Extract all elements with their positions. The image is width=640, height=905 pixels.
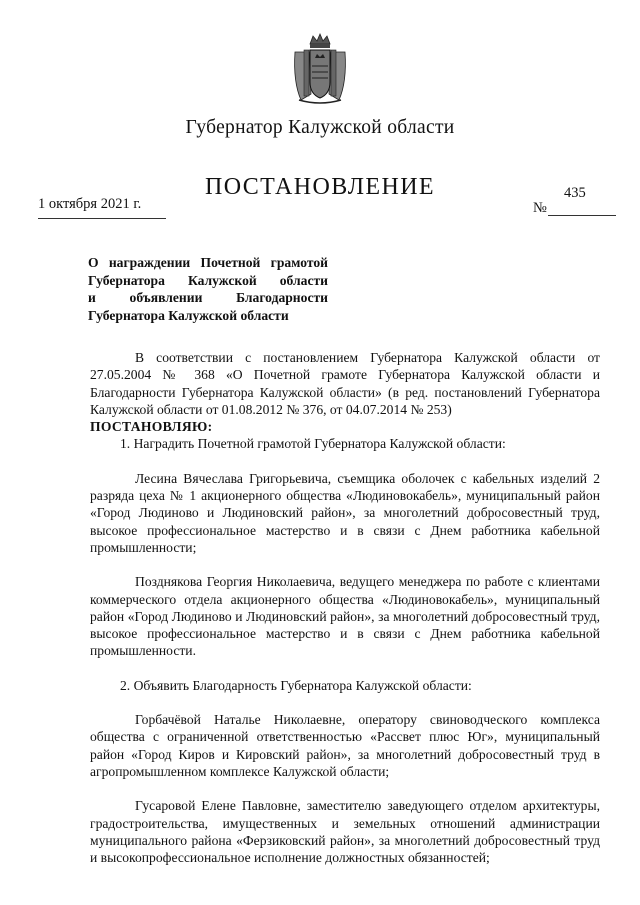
coat-of-arms-icon (291, 32, 349, 106)
item-1-heading: 1. Наградить Почетной грамотой Губернатора Калужской области: (120, 436, 506, 452)
number-label: № (533, 200, 547, 216)
thanks-paragraph: Горбачёвой Наталье Николаевне, оператору свиноводческого комплекса общества с ограниченной ответственностью «Рассвет плюс Юг», муниципальный район «Город Киров и Кировский район», за многолетний добросовестный труд в агропромышленном комплексе Калужской области; (90, 712, 600, 779)
subject-line: О награждении Почетной грамотой (88, 255, 328, 270)
item-2-heading: 2. Объявить Благодарность Губернатора Калужской области: (120, 677, 472, 693)
award-paragraph: Позднякова Георгия Николаевича, ведущего менеджера по работе с клиентами коммерческого отдела акционерного общества «Людиновокабель», муниципальный район «Город Людиново и Людиновский район», за многолетний добросовестный труд, высокое профессиональное мастерство и в связи с Днем работника кабельной промышленности. (90, 574, 600, 659)
date-underline (38, 218, 166, 219)
document-subject (88, 254, 328, 324)
thanks-paragraph: Гусаровой Елене Павловне, заместителю заведующего отделом архитектуры, градостроительства, имущественных и земельных отношений администрации муниципального района «Ферзиковский район», за многолетний добросовестный труд и высокопрофессиональное исполнение должностных обязанностей; (90, 798, 600, 866)
subject-line: и объявлении Благодарности (88, 290, 328, 305)
document-body (90, 349, 600, 866)
governor-title: Губернатор Калужской области (185, 117, 455, 138)
document-number: 435 (564, 185, 586, 201)
decree-word: ПОСТАНОВЛЯЮ: (90, 419, 213, 435)
subject-line: Губернатора Калужской области (88, 307, 289, 323)
preamble-paragraph: В соответствии с постановлением Губернатора Калужской области от 27.05.2004 № 368 «О Почетной грамоте Губернатора Калужской области и Благодарности Губернатора Калужской области» (в ред. постановлений Губернатора Калужской области от 01.08.2012 № 376, от 04.07.2014 № 253) (90, 350, 600, 417)
document-date: 1 октября 2021 г. (38, 196, 142, 212)
document-type-title: ПОСТАНОВЛЕНИЕ (205, 174, 435, 200)
subject-line: Губернатора Калужской области (88, 272, 328, 288)
award-paragraph: Лесина Вячеслава Григорьевича, съемщика оболочек с кабельных изделий 2 разряда цеха № 1 акционерного общества «Людиновокабель», муниципальный район «Город Людиново и Людиновский район», за многолетний добросовестный труд, высокое профессиональное мастерство и в связи с Днем работника кабельной промышленности; (90, 470, 600, 555)
number-underline (548, 215, 616, 216)
